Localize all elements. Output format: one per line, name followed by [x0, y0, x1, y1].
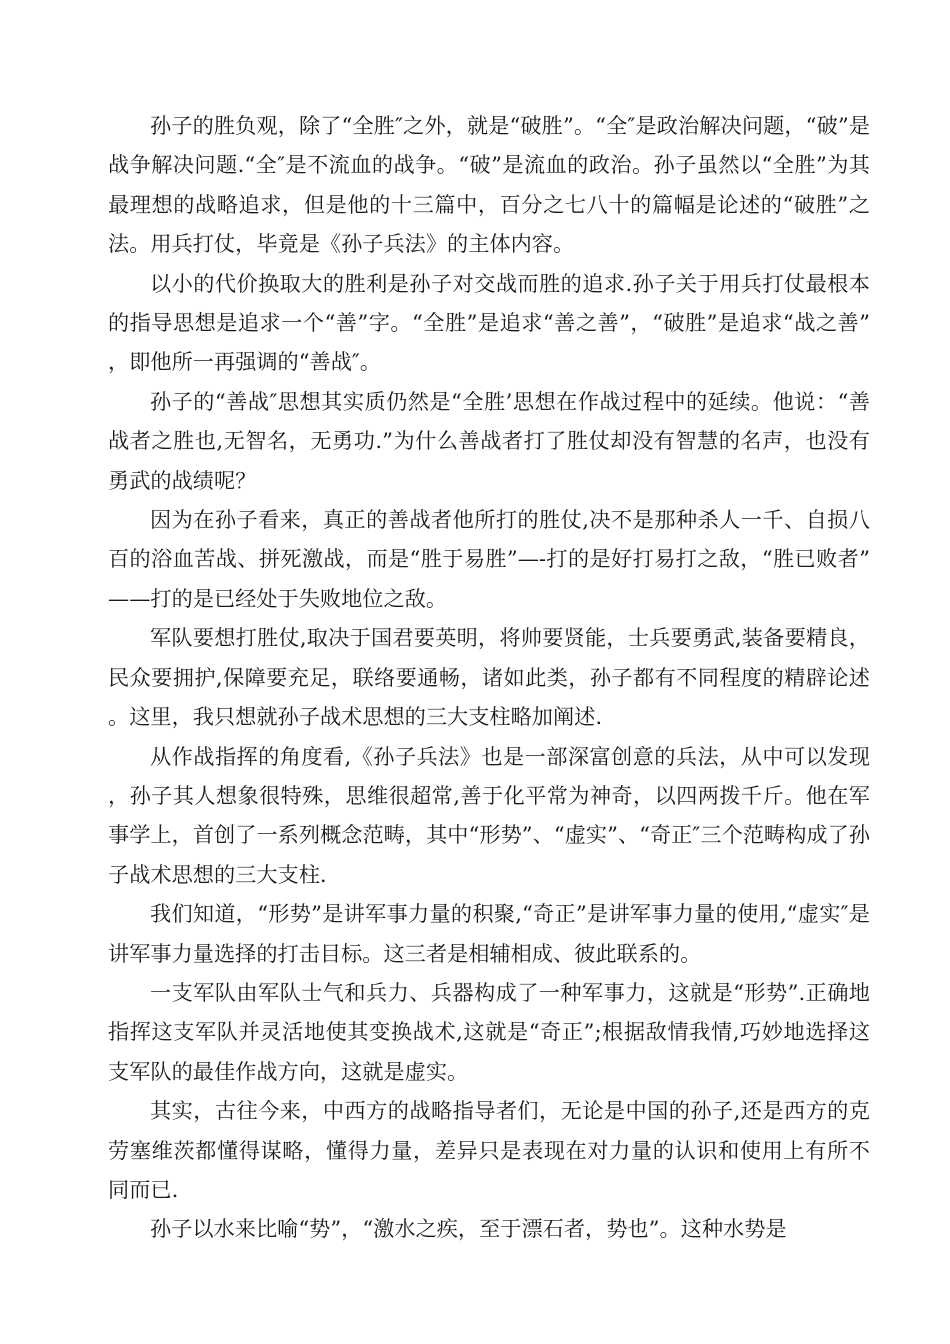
paragraph-4: 因为在孙子看来，真正的善战者他所打的胜仗,决不是那种杀人一千、自损八百的浴血苦战、拼死激战，而是“胜于易胜”—-打的是好打易打之敌，“胜已败者”——打的是已经处于失败地位之敌。	[108, 507, 870, 611]
paragraph-3: 孙子的“善战″思想其实质仍然是“全胜’思想在作战过程中的延续。他说：“善战者之胜也,无智名，无勇功.”为什么善战者打了胜仗却没有智慧的名声，也没有勇武的战绩呢？	[108, 388, 870, 493]
paragraph-8: 一支军队由军队士气和兵力、兵器构成了一种军事力，这就是“形势”.正确地指挥这支军队并灵活地使其变换战术,这就是“奇正”;根据敌情我情,巧妙地选择这支军队的最佳作战方向，这就是虚实。	[108, 979, 870, 1084]
paragraph-10: 孙子以水来比喻“势”，“激水之疾，至于漂石者，势也”。这种水势是	[150, 1216, 787, 1242]
paragraph-5: 军队要想打胜仗,取决于国君要英明，将帅要贤能，士兵要勇武,装备要精良，民众要拥护,保障要充足，联络要通畅，诸如此类，孙子都有不同程度的精辟论述。这里，我只想就孙子战术思想的三大支柱略加阐述.	[108, 625, 870, 730]
paragraph-6: 从作战指挥的角度看,《孙子兵法》也是一部深富创意的兵法，从中可以发现，孙子其人想象很特殊，思维很超常,善于化平常为神奇，以四两拨千斤。他在军事学上，首创了一系列概念范畴，其中“形势”、“虚实”、“奇正″三个范畴构成了孙子战术思想的三大支柱.	[108, 743, 870, 887]
paragraph-2: 以小的代价换取大的胜利是孙子对交战而胜的追求.孙子关于用兵打仗最根本的指导思想是追求一个“善”字。“全胜”是追求“善之善”，“破胜”是追求“战之善”，即他所一再强调的“善战″。	[108, 270, 870, 375]
document-body	[108, 106, 870, 1249]
paragraph-7: 我们知道，“形势”是讲军事力量的积聚,“奇正”是讲军事力量的使用,“虚实″是讲军事力量选择的打击目标。这三者是相辅相成、彼此联系的。	[108, 901, 870, 966]
paragraph-9: 其实，古往今来，中西方的战略指导者们，无论是中国的孙子,还是西方的克劳塞维茨都懂得谋略，懂得力量，差异只是表现在对力量的认识和使用上有所不同而已.	[108, 1098, 870, 1202]
paragraph-1: 孙子的胜负观，除了“全胜″之外，就是“破胜”。“全″是政治解决问题，“破”是战争解决问题.“全″是不流血的战争。“破”是流血的政治。孙子虽然以“全胜”为其最理想的战略追求，但是他的十三篇中，百分之七八十的篇幅是论述的“破胜”之法。用兵打仗，毕竟是《孙子兵法》的主体内容。	[108, 113, 870, 257]
